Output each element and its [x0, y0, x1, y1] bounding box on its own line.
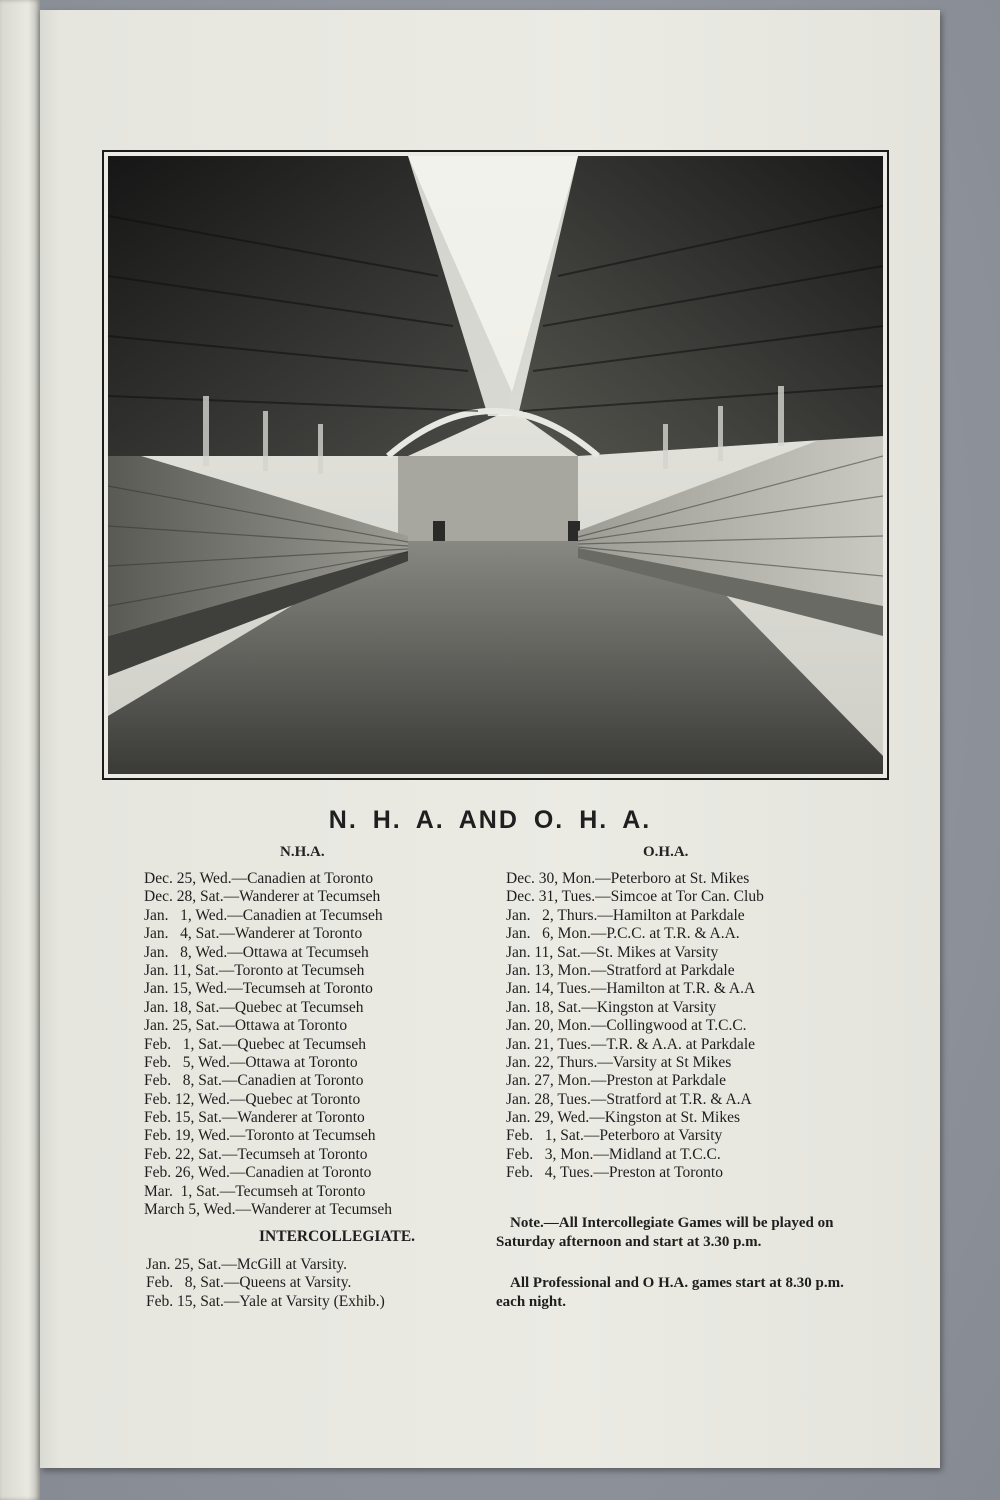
list-item: Feb. 1, Sat.—Peterboro at Varsity: [506, 1127, 723, 1145]
list-item: Dec. 25, Wed.—Canadien at Toronto: [144, 870, 374, 887]
list-item: Feb. 12, Wed.—Quebec at Toronto: [144, 1090, 361, 1108]
list-item: Dec. 28, Sat.—Wanderer at Tecumseh: [144, 888, 381, 906]
list-item: Feb. 5, Wed.—Ottawa at Toronto: [144, 1053, 358, 1071]
list-item: Feb. 4, Tues.—Preston at Toronto: [506, 1164, 723, 1182]
oha-schedule: [506, 870, 764, 1183]
list-item: Jan. 13, Mon.—Stratford at Parkdale: [506, 961, 735, 979]
list-item: Jan. 6, Mon.—P.C.C. at T.R. & A.A.: [506, 925, 740, 943]
list-item: Jan. 14, Tues.—Hamilton at T.R. & A.A: [506, 980, 756, 998]
intercollegiate-heading: INTERCOLLEGIATE.: [259, 1228, 416, 1245]
list-item: Mar. 1, Sat.—Tecumseh at Toronto: [144, 1182, 366, 1200]
page-title: N. H. A. AND O. H. A.: [328, 806, 652, 834]
list-item: Jan. 18, Sat.—Kingston at Varsity: [506, 998, 717, 1016]
note-game-times: All Professional and O H.A. games start at 8.30 p.m. each night.: [496, 1275, 844, 1310]
list-item: March 5, Wed.—Wanderer at Tecumseh: [144, 1201, 393, 1219]
list-item: Jan. 25, Sat.—McGill at Varsity.: [146, 1256, 348, 1273]
list-item: Dec. 31, Tues.—Simcoe at Tor Can. Club: [506, 888, 764, 906]
list-item: Jan. 1, Wed.—Canadien at Tecumseh: [144, 906, 383, 924]
list-item: Jan. 28, Tues.—Stratford at T.R. & A.A: [506, 1090, 752, 1108]
list-item: Jan. 11, Sat.—Toronto at Tecumseh: [144, 961, 365, 979]
list-item: Jan. 15, Wed.—Tecumseh at Toronto: [144, 980, 373, 998]
list-item: Jan. 22, Thurs.—Varsity at St Mikes: [506, 1053, 732, 1071]
list-item: Jan. 25, Sat.—Ottawa at Toronto: [144, 1017, 348, 1035]
list-item: Feb. 22, Sat.—Tecumseh at Toronto: [144, 1145, 368, 1163]
list-item: Dec. 30, Mon.—Peterboro at St. Mikes: [506, 870, 750, 887]
list-item: Feb. 26, Wed.—Canadien at Toronto: [144, 1164, 372, 1182]
intercollegiate-schedule: [146, 1256, 385, 1311]
list-item: Jan. 8, Wed.—Ottawa at Tecumseh: [144, 943, 369, 961]
list-item: Jan. 29, Wed.—Kingston at St. Mikes: [506, 1109, 740, 1127]
list-item: Feb. 19, Wed.—Toronto at Tecumseh: [144, 1127, 376, 1145]
list-item: Feb. 3, Mon.—Midland at T.C.C.: [506, 1145, 721, 1163]
nha-schedule: [144, 870, 392, 1219]
list-item: Jan. 4, Sat.—Wanderer at Toronto: [144, 925, 363, 943]
oha-heading: O.H.A.: [643, 844, 689, 860]
list-item: Jan. 2, Thurs.—Hamilton at Parkdale: [506, 906, 745, 924]
list-item: Feb. 8, Sat.—Queens at Varsity.: [146, 1274, 352, 1292]
list-item: Jan. 27, Mon.—Preston at Parkdale: [506, 1072, 726, 1090]
facing-page-edge: [0, 0, 40, 1500]
arena-photo-frame: [102, 150, 889, 780]
list-item: Feb. 15, Sat.—Yale at Varsity (Exhib.): [146, 1292, 385, 1310]
arena-photo: [108, 156, 883, 774]
note-intercollegiate-times: Note.—All Intercollegiate Games will be played on Saturday afternoon and start at 3.30 p.m.: [496, 1215, 834, 1250]
list-item: Jan. 20, Mon.—Collingwood at T.C.C.: [506, 1017, 747, 1035]
program-page: [40, 10, 940, 1468]
list-item: Feb. 15, Sat.—Wanderer at Toronto: [144, 1109, 365, 1127]
list-item: Feb. 1, Sat.—Quebec at Tecumseh: [144, 1035, 367, 1053]
list-item: Jan. 18, Sat.—Quebec at Tecumseh: [144, 998, 364, 1016]
list-item: Jan. 21, Tues.—T.R. & A.A. at Parkdale: [506, 1035, 755, 1053]
nha-heading: N.H.A.: [280, 844, 325, 860]
list-item: Jan. 11, Sat.—St. Mikes at Varsity: [506, 943, 719, 961]
list-item: Feb. 8, Sat.—Canadien at Toronto: [144, 1072, 364, 1090]
